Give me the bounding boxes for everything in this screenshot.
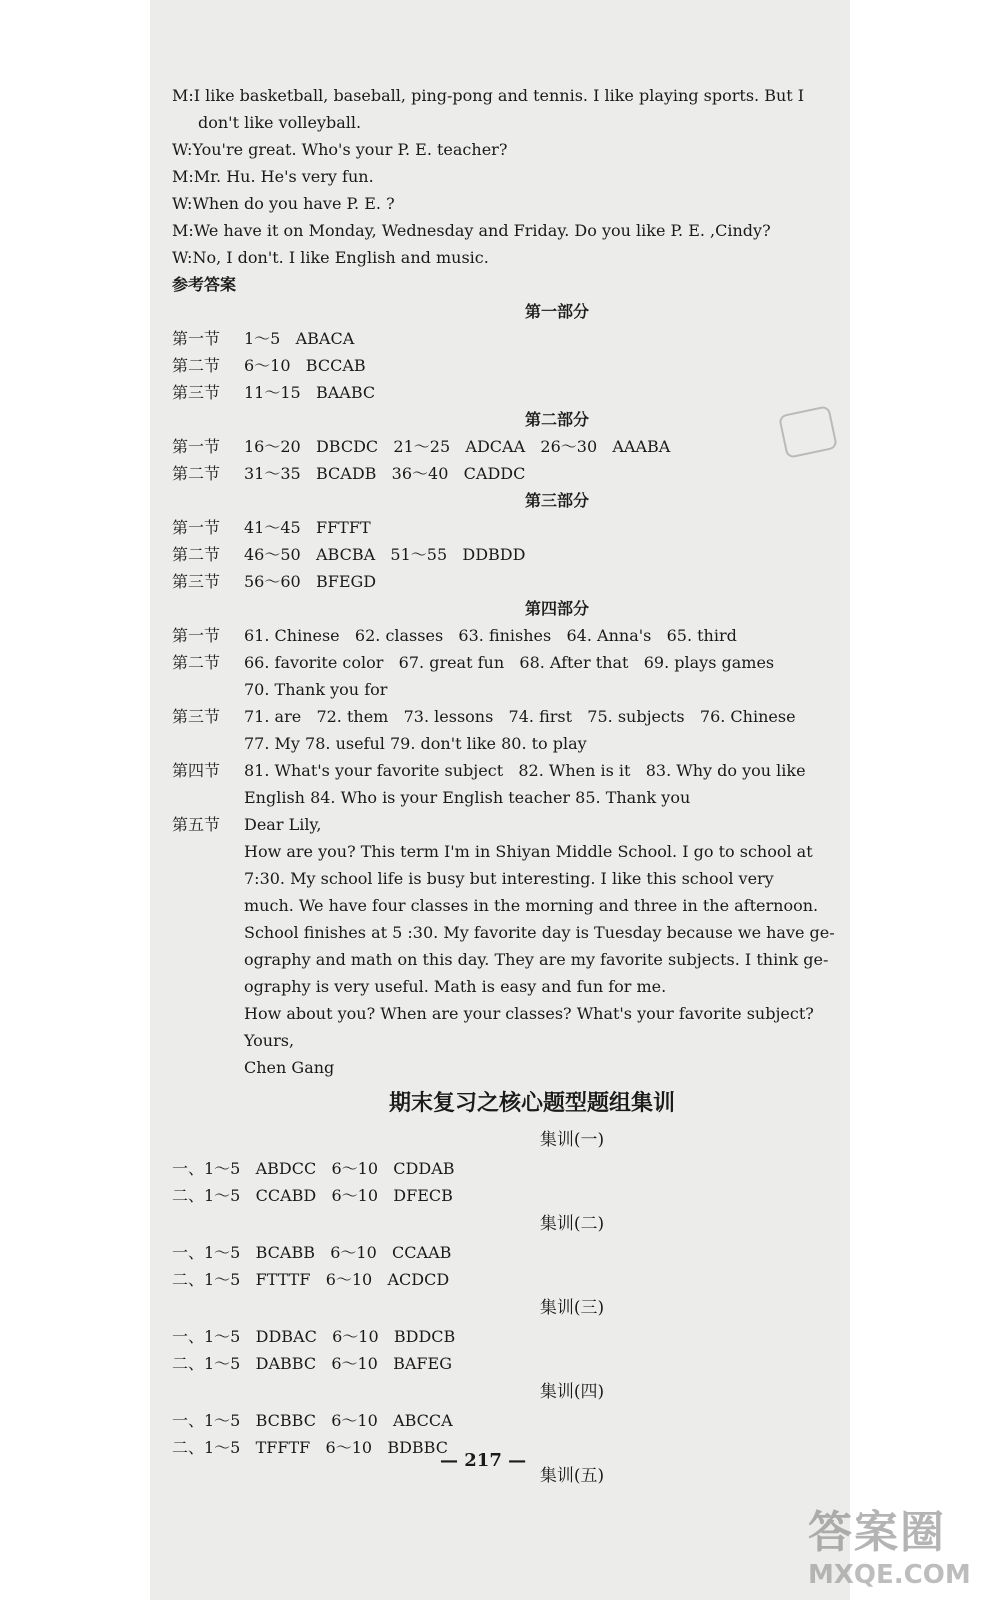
answer-text: 31～35 BCADB 36～40 CADDC xyxy=(244,464,526,483)
answer-text: 61. Chinese 62. classes 63. finishes 64. Anna's 65. third xyxy=(244,626,737,645)
dialogue-line: W:When do you have P. E. ? xyxy=(172,194,395,213)
answer-text: 81. What's your favorite subject 82. When is it 83. Why do you like xyxy=(244,761,806,780)
answer-continuation: 70. Thank you for xyxy=(244,680,388,699)
answer-text: 46～50 ABCBA 51～55 DDBDD xyxy=(244,545,526,564)
section-label: 第二节 xyxy=(172,545,221,564)
answer-row xyxy=(172,568,812,595)
answer-row xyxy=(172,379,812,406)
set-answer-row: 二、1～5 DABBC 6～10 BAFEG xyxy=(172,1354,452,1373)
set-answer-row: 一、1～5 ABDCC 6～10 CDDAB xyxy=(172,1159,455,1178)
answer-text: 6～10 BCCAB xyxy=(244,356,366,375)
dialogue-line: M:We have it on Monday, Wednesday and Friday. Do you like P. E. ,Cindy? xyxy=(172,221,771,240)
letter-line: School finishes at 5 :30. My favorite day is Tuesday because we have ge- xyxy=(244,923,835,942)
watermark-logo-text: 答案圈 xyxy=(808,1507,946,1558)
answer-text: 66. favorite color 67. great fun 68. After that 69. plays games xyxy=(244,653,775,672)
set-title: 集训(二) xyxy=(539,1214,605,1234)
answer-text: 16～20 DBCDC 21～25 ADCAA 26～30 AAABA xyxy=(244,437,671,456)
answer-text: 71. are 72. them 73. lessons 74. first 75. subjects 76. Chinese xyxy=(244,707,796,726)
answer-row xyxy=(172,811,812,838)
answer-text: 56～60 BFEGD xyxy=(244,572,377,591)
set-answer-row: 二、1～5 TFFTF 6～10 BDBBC xyxy=(172,1438,448,1457)
letter-line: 7:30. My school life is busy but interesting. I like this school very xyxy=(244,869,774,888)
section-label: 第一节 xyxy=(172,329,221,348)
part-title: 第四部分 xyxy=(524,599,589,618)
section-label: 第二节 xyxy=(172,356,221,375)
page-number: — 217 — xyxy=(440,1450,527,1471)
answer-continuation: English 84. Who is your English teacher 85. Thank you xyxy=(244,788,691,807)
section-label: 第一节 xyxy=(172,518,221,537)
section-label: 第一节 xyxy=(172,437,221,456)
section-label: 第二节 xyxy=(172,653,221,672)
letter-closing: Yours, xyxy=(244,1031,295,1050)
letter-signature: Chen Gang xyxy=(244,1058,335,1077)
letter-line: How are you? This term I'm in Shiyan Middle School. I go to school at xyxy=(244,842,813,861)
answer-document xyxy=(172,82,835,1491)
answer-text: 41～45 FFTFT xyxy=(244,518,371,537)
part-title: 第三部分 xyxy=(524,491,589,510)
sample-letter xyxy=(172,838,835,1081)
dialogue-line: W:No, I don't. I like English and music. xyxy=(172,248,489,267)
letter-line: ography and math on this day. They are my favorite subjects. I think ge- xyxy=(244,950,829,969)
set-title: 集训(三) xyxy=(539,1298,605,1318)
answer-row xyxy=(172,649,812,676)
review-title: 期末复习之核心题型题组集训 xyxy=(388,1091,675,1116)
letter-line: ography is very useful. Math is easy and fun for me. xyxy=(244,977,667,996)
set-answer-row: 一、1～5 DDBAC 6～10 BDDCB xyxy=(172,1327,456,1346)
answer-text: 11～15 BAABC xyxy=(244,383,376,402)
part-title: 第二部分 xyxy=(524,410,589,429)
answer-row xyxy=(172,757,812,784)
site-watermark-logo xyxy=(808,1496,978,1592)
answer-row xyxy=(172,460,812,487)
answers-heading: 参考答案 xyxy=(172,275,237,294)
set-answer-row: 一、1～5 BCABB 6～10 CCAAB xyxy=(172,1243,452,1262)
watermark-url: MXQE.COM xyxy=(808,1560,971,1590)
dialogue xyxy=(172,82,812,271)
set-answer-row: 一、1～5 BCBBC 6～10 ABCCA xyxy=(172,1411,453,1430)
section-label: 第三节 xyxy=(172,707,221,726)
set-answer-row: 二、1～5 CCABD 6～10 DFECB xyxy=(172,1186,453,1205)
dialogue-line: M:I like basketball, baseball, ping-pong and tennis. I like playing sports. But I xyxy=(172,86,805,105)
section-label: 第五节 xyxy=(172,815,221,834)
answer-row xyxy=(172,703,812,730)
answer-row xyxy=(172,433,812,460)
letter-line: much. We have four classes in the morning and three in the afternoon. xyxy=(244,896,819,915)
answer-row xyxy=(172,541,812,568)
dialogue-line: M:Mr. Hu. He's very fun. xyxy=(172,167,374,186)
part-title: 第一部分 xyxy=(524,302,589,321)
answer-row xyxy=(172,622,812,649)
set-answer-row: 二、1～5 FTTTF 6～10 ACDCD xyxy=(172,1270,450,1289)
section-label: 第二节 xyxy=(172,464,221,483)
set-title: 集训(五) xyxy=(539,1466,605,1486)
answer-row xyxy=(172,325,812,352)
letter-line: How about you? When are your classes? What's your favorite subject? xyxy=(244,1004,814,1023)
answer-text: 1～5 ABACA xyxy=(244,329,355,348)
set-title: 集训(一) xyxy=(539,1130,605,1150)
dialogue-line: W:You're great. Who's your P. E. teacher? xyxy=(172,140,508,159)
section-label: 第三节 xyxy=(172,383,221,402)
answer-continuation: 77. My 78. useful 79. don't like 80. to play xyxy=(244,734,587,753)
dialogue-line: don't like volleyball. xyxy=(198,113,362,132)
set-title: 集训(四) xyxy=(539,1382,605,1402)
letter-greeting: Dear Lily, xyxy=(244,815,322,834)
section-label: 第四节 xyxy=(172,761,221,780)
section-label: 第一节 xyxy=(172,626,221,645)
answer-row xyxy=(172,352,812,379)
section-label: 第三节 xyxy=(172,572,221,591)
answer-row xyxy=(172,514,812,541)
